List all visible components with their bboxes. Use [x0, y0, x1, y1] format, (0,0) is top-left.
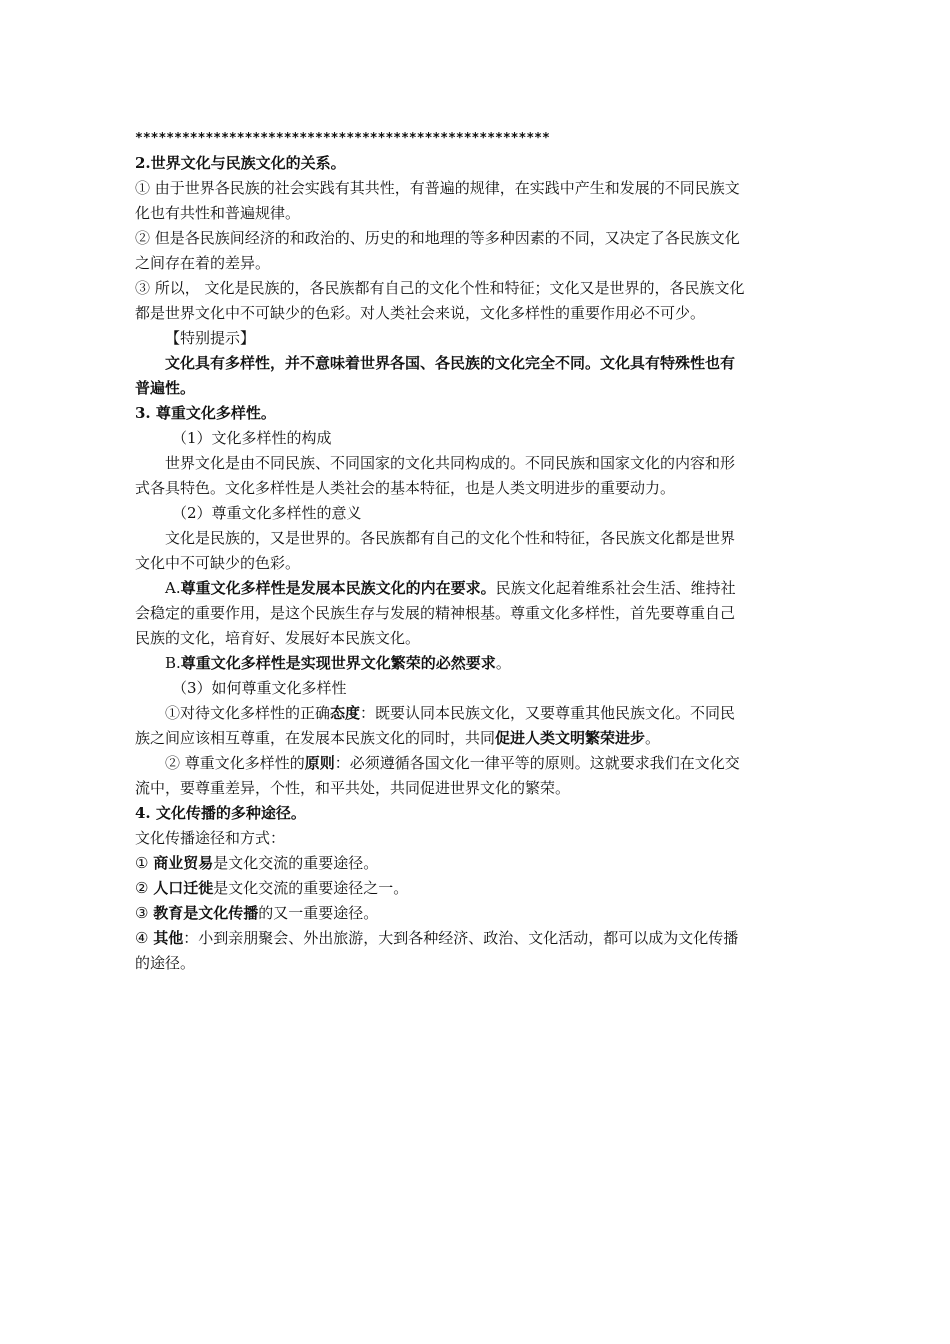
- s3-respect-2-line-1: [135, 751, 815, 776]
- s2-point-2-line-1: ② 但是各民族间经济的和政治的、历史的和地理的等多种因素的不同，又决定了各民族文化: [135, 229, 740, 247]
- s4-item-1: [135, 851, 815, 876]
- item-4-rest: ：小到亲朋聚会、外出旅游，大到各种经济、政治、文化活动，都可以成为文化传播: [183, 929, 739, 947]
- item-2-rest: 是文化交流的重要途径之一。: [213, 879, 409, 897]
- respect-2-rest: ：必须遵循各国文化一律平等的原则。这就要求我们在文化交: [334, 754, 740, 772]
- special-tip-line-1: 文化具有多样性，并不意味着世界各国、各民族的文化完全不同。文化具有特殊性也有: [165, 354, 736, 372]
- item-4-num: ④: [135, 929, 154, 947]
- item-3-num: ③: [135, 904, 154, 922]
- s4-item-4-line-2: 的途径。: [135, 954, 196, 972]
- s3-sub-2-line-1: 文化是民族的，又是世界的。各民族都有自己的文化个性和特征，各民族文化都是世界: [165, 529, 736, 547]
- s3-point-a-line-3: 民族的文化，培育好、发展好本民族文化。: [135, 629, 421, 647]
- respect-2-pre: ② 尊重文化多样性的: [165, 754, 305, 772]
- point-a-prefix: A.: [165, 579, 181, 597]
- item-1-bold: 商业贸易: [153, 854, 214, 872]
- respect-1-rest: ：既要认同本民族文化，又要尊重其他民族文化。不同民: [360, 704, 736, 722]
- s3-point-b: [135, 651, 815, 676]
- s3-respect-2-line-2: 流中，要尊重差异，个性，和平共处，共同促进世界文化的繁荣。: [135, 779, 571, 797]
- s2-point-1-line-1: ① 由于世界各民族的社会实践有其共性，有普遍的规律，在实践中产生和发展的不同民族文: [135, 179, 740, 197]
- s3-sub-3-heading: （3）如何尊重文化多样性: [172, 679, 347, 697]
- s2-point-1-line-2: 化也有共性和普遍规律。: [135, 204, 301, 222]
- point-b-end: 。: [495, 654, 511, 672]
- respect-1b-end: 。: [645, 729, 661, 747]
- point-b-bold: 尊重文化多样性是实现世界文化繁荣的必然要求: [180, 654, 496, 672]
- item-1-num: ①: [135, 854, 154, 872]
- section-3-title: 3. 尊重文化多样性。: [135, 404, 276, 422]
- separator-stars: *****************************************************: [135, 131, 550, 146]
- special-tip-line-2: 普遍性。: [135, 379, 196, 397]
- s3-respect-1-line-2: [135, 726, 815, 751]
- s3-point-a-line-1: [135, 576, 815, 601]
- document-page: [135, 126, 815, 976]
- section-2-title: 2.世界文化与民族文化的关系。: [135, 154, 346, 172]
- section-4-title: 4. 文化传播的多种途径。: [135, 804, 306, 822]
- special-tip-label: 【特别提示】: [165, 329, 256, 347]
- s3-sub-1-heading: （1）文化多样性的构成: [172, 429, 332, 447]
- s2-point-2-line-2: 之间存在着的差异。: [135, 254, 271, 272]
- s3-point-a-line-2: 会稳定的重要作用，是这个民族生存与发展的精神根基。尊重文化多样性，首先要尊重自己: [135, 604, 736, 622]
- item-3-bold: 教育是文化传播: [153, 904, 259, 922]
- s2-point-3-line-2: 都是世界文化中不可缺少的色彩。对人类社会来说，文化多样性的重要作用必不可少。: [135, 304, 706, 322]
- respect-1-bold: 态度: [330, 704, 361, 722]
- s3-sub-2-heading: （2）尊重文化多样性的意义: [172, 504, 362, 522]
- s3-sub-1-line-2: 式各具特色。文化多样性是人类社会的基本特征，也是人类文明进步的重要动力。: [135, 479, 676, 497]
- s3-sub-2-line-2: 文化中不可缺少的色彩。: [135, 554, 301, 572]
- respect-1b-bold: 促进人类文明繁荣进步: [495, 729, 646, 747]
- item-4-bold: 其他: [153, 929, 184, 947]
- item-1-rest: 是文化交流的重要途径。: [213, 854, 379, 872]
- s4-intro: 文化传播途径和方式：: [135, 829, 286, 847]
- point-a-rest: 民族文化起着维系社会生活、维持社: [495, 579, 736, 597]
- s2-point-3-line-1: ③ 所以， 文化是民族的，各民族都有自己的文化个性和特征；文化又是世界的，各民族文化: [135, 279, 745, 297]
- point-a-bold: 尊重文化多样性是发展本民族文化的内在要求。: [180, 579, 496, 597]
- s4-item-2: [135, 876, 815, 901]
- item-2-bold: 人口迁徙: [153, 879, 214, 897]
- item-3-rest: 的又一重要途径。: [258, 904, 379, 922]
- respect-1-pre: ①对待文化多样性的正确: [165, 704, 331, 722]
- respect-2-bold: 原则: [304, 754, 335, 772]
- point-b-prefix: B.: [165, 654, 181, 672]
- s3-respect-1-line-1: [135, 701, 815, 726]
- s4-item-3: [135, 901, 815, 926]
- item-2-num: ②: [135, 879, 154, 897]
- s4-item-4-line-1: [135, 926, 815, 951]
- respect-1b-pre: 族之间应该相互尊重，在发展本民族文化的同时，共同: [135, 729, 496, 747]
- s3-sub-1-line-1: 世界文化是由不同民族、不同国家的文化共同构成的。不同民族和国家文化的内容和形: [165, 454, 736, 472]
